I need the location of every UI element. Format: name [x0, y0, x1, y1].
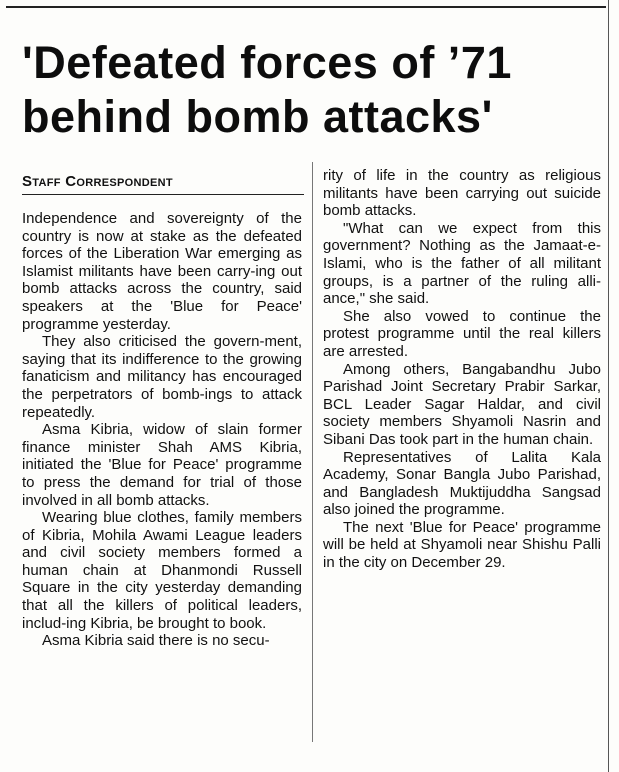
headline-line-2: behind bomb attacks'	[22, 91, 493, 142]
paragraph: They also criticised the govern-ment, saying that its indifference to the growing fanaticism and militancy has encouraged the perpetrators of bomb-ings to attack repeatedly.	[22, 333, 302, 421]
paragraph: The next 'Blue for Peace' programme will be held at Shyamoli near Shishu Palli in the city on December 29.	[323, 518, 601, 572]
headline-line-1: 'Defeated forces of ’71	[22, 37, 512, 88]
paragraph: She also vowed to continue the protest programme until the real killers are arrested.	[323, 307, 601, 360]
paragraph: Among others, Bangabandhu Jubo Parishad Joint Secretary Prabir Sarkar, BCL Leader Sagar Haldar, and civil society members Shyamoli Nasrin and Sibani Das took part in the human chain.	[323, 360, 601, 448]
paragraph: Asma Kibria, widow of slain former finance minister Shah AMS Kibria, initiated the 'Blue for Peace' programme to press the demand for trial of those involved in all bomb attacks.	[22, 421, 302, 509]
paragraph: Independence and sovereignty of the country is now at stake as the defeated forces of the Liberation War emerging as Islamist militants have been carry-ing out bomb attacks across the country, said speakers at the 'Blue for Peace' programme yesterday.	[22, 210, 302, 333]
paragraph: Representatives of Lalita Kala Academy, Sonar Bangla Jubo Parishad, and Bangladesh Muktijuddha Sangsad also joined the programme.	[323, 448, 601, 519]
left-column	[22, 210, 302, 650]
paragraph: "What can we expect from this government? Nothing as the Jamaat-e-Islami, who is the father of all militant groups, is a partner of the ruling alli-ance," she said.	[323, 219, 601, 308]
column-divider	[312, 162, 313, 742]
paragraph: Wearing blue clothes, family members of Kibria, Mohila Awami League leaders and civil society members formed a human chain at Dhanmondi Russell Square in the city yesterday demanding that all the killers of political leaders, includ-ing Kibria, be brought to book.	[22, 509, 302, 632]
paragraph: rity of life in the country as religious militants have been carrying out suicide bomb attacks.	[323, 167, 601, 220]
right-column	[323, 167, 601, 572]
top-border-rule	[6, 6, 606, 8]
paragraph: Asma Kibria said there is no secu-	[42, 632, 270, 650]
headline	[22, 36, 612, 144]
byline-rule	[22, 194, 304, 195]
byline: Staff Correspondent	[22, 173, 173, 190]
